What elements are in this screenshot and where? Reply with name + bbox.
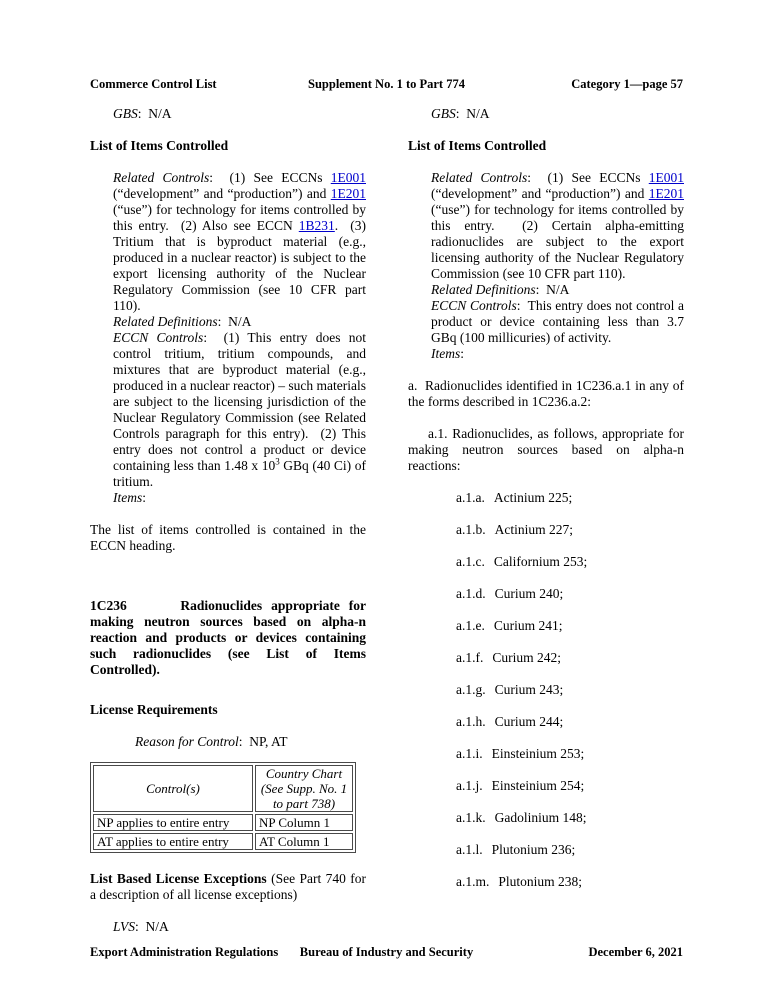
table-row xyxy=(93,814,353,831)
radionuclide-item xyxy=(456,746,684,762)
text-segment: (“development” and “production”) and xyxy=(431,186,649,201)
1e001-link[interactable]: 1E001 xyxy=(648,170,684,185)
items-label-left xyxy=(113,490,366,506)
items-label-right xyxy=(431,346,684,362)
text-segment: Items xyxy=(113,490,143,505)
radionuclide-item xyxy=(456,842,684,858)
text-segment: : N/A xyxy=(217,314,252,329)
related-definitions-paragraph-left xyxy=(113,314,366,330)
text-segment: : N/A xyxy=(455,106,490,121)
radionuclide-item xyxy=(456,650,684,666)
1e201-link[interactable]: 1E201 xyxy=(648,186,684,201)
gbs-line-right xyxy=(431,106,684,122)
text-segment: Related Definitions xyxy=(113,314,218,329)
page-footer xyxy=(90,944,683,960)
related-definitions-paragraph-right xyxy=(431,282,684,298)
item-number: a.1.g. xyxy=(456,682,486,697)
right-column xyxy=(408,106,684,906)
related-controls-paragraph-left xyxy=(113,170,366,314)
text-segment: : N/A xyxy=(535,282,570,297)
item-number: a.1.h. xyxy=(456,714,486,729)
license-requirements-heading: License Requirements xyxy=(90,702,218,717)
radionuclide-list xyxy=(408,490,684,890)
text-segment: : (1) See ECCNs xyxy=(527,170,649,185)
text-segment: . (3) Tritium that is byproduct material (e.g., produced in a nuclear reactor) is subject to the export licensing authority of the Nuclear Regulatory Commission (see 10 CFR part 110). xyxy=(113,218,366,313)
text-segment: LVS xyxy=(113,919,136,934)
control-cell: NP applies to entire entry xyxy=(93,814,253,831)
header-center: Supplement No. 1 to Part 774 xyxy=(308,77,465,91)
item-a1-paragraph: a.1. Radionuclides, as follows, appropriate for making neutron sources based on alpha-n reactions: xyxy=(408,426,684,473)
note-paragraph: The list of items controlled is contained in the ECCN heading. xyxy=(90,522,366,553)
radionuclide-item xyxy=(456,714,684,730)
item-name: Einsteinium 254; xyxy=(491,778,585,793)
related-controls-block-left xyxy=(113,170,366,506)
text-segment: (“development” and “production”) and xyxy=(113,186,331,201)
text-segment: : NP, AT xyxy=(238,734,288,749)
item-name: Actinium 227; xyxy=(494,522,573,537)
item-number: a.1.m. xyxy=(456,874,490,889)
radionuclide-item xyxy=(456,522,684,538)
radionuclide-item xyxy=(456,554,684,570)
item-number: a.1.i. xyxy=(456,746,483,761)
text-segment: : xyxy=(460,346,465,361)
eccn-controls-paragraph-left xyxy=(113,330,366,490)
text-segment: List Based License Exceptions xyxy=(90,871,267,886)
item-name: Einsteinium 253; xyxy=(491,746,585,761)
left-column xyxy=(90,106,366,935)
control-cell: AT applies to entire entry xyxy=(93,833,253,850)
chart-cell: NP Column 1 xyxy=(255,814,353,831)
item-name: Curium 243; xyxy=(494,682,564,697)
text-segment: ECCN Controls xyxy=(431,298,517,313)
text-segment: Reason for Control xyxy=(135,734,239,749)
text-segment: GBS xyxy=(431,106,456,121)
page-header xyxy=(90,76,683,92)
header-right: Category 1—page 57 xyxy=(571,77,683,91)
section-heading-right: List of Items Controlled xyxy=(408,138,547,153)
gbs-line-left xyxy=(113,106,366,122)
related-controls-block-right xyxy=(431,170,684,362)
item-name: Plutonium 236; xyxy=(491,842,576,857)
item-name: Plutonium 238; xyxy=(498,874,583,889)
item-name: Californium 253; xyxy=(493,554,588,569)
item-number: a.1.b. xyxy=(456,522,486,537)
text-segment: (“use”) for technology for items controlled by this entry. (2) Also see ECCN xyxy=(113,202,366,233)
item-name: Curium 240; xyxy=(494,586,564,601)
license-requirements-table xyxy=(90,762,356,853)
radionuclide-item xyxy=(456,490,684,506)
text-segment: : xyxy=(142,490,147,505)
item-number: a.1.f. xyxy=(456,650,484,665)
country-chart-column-header: Country Chart (See Supp. No. 1 to part 738) xyxy=(255,765,353,812)
section-heading-left: List of Items Controlled xyxy=(90,138,229,153)
text-segment: (See Part 740 for a description of all license exceptions) xyxy=(90,871,366,902)
text-segment: Related Controls xyxy=(431,170,528,185)
item-name: Gadolinium 148; xyxy=(494,810,587,825)
radionuclide-item xyxy=(456,778,684,794)
text-segment: : (1) This entry does not control tritium, tritium compounds, and mixtures that are byproduct material (e.g., produced in a nuclear reactor) – such materials are subject to the licensing jurisdiction of the Nuclear Regulatory Commission (see Related Controls paragraph for this entry). (2) This entry does not control a product or device containing less than 1.48 x 10 xyxy=(113,330,367,473)
header-left: Commerce Control List xyxy=(90,77,217,91)
radionuclide-item xyxy=(456,874,684,890)
reason-for-control-line xyxy=(135,734,366,750)
text-segment: Items xyxy=(431,346,461,361)
chart-cell: AT Column 1 xyxy=(255,833,353,850)
text-segment: : (1) See ECCNs xyxy=(209,170,331,185)
item-number: a.1.d. xyxy=(456,586,486,601)
item-number: a.1.k. xyxy=(456,810,486,825)
text-segment: GBq (40 Ci) of tritium. xyxy=(113,458,366,489)
item-name: Actinium 225; xyxy=(493,490,573,505)
1e001-link[interactable]: 1E001 xyxy=(330,170,366,185)
text-segment: Related Controls xyxy=(113,170,210,185)
table-header-row xyxy=(93,765,353,812)
eccn-1c236-heading: 1C236 Radionuclides appropriate for making neutron sources based on alpha-n reaction and products or devices containing such radionuclides (see List of Items Controlled). xyxy=(90,598,366,677)
controls-column-header: Control(s) xyxy=(93,765,253,812)
1b231-link[interactable]: 1B231 xyxy=(298,218,335,233)
footer-left: Export Administration Regulations xyxy=(90,945,279,959)
radionuclide-item xyxy=(456,810,684,826)
text-segment: (“use”) for technology for items controlled by this entry. (2) Certain alpha-emitting radionuclides are subject to the export licensing authority of the Nuclear Regulatory Commission (see 10 CFR part 110). xyxy=(431,202,684,281)
1e201-link[interactable]: 1E201 xyxy=(330,186,366,201)
item-name: Curium 242; xyxy=(492,650,562,665)
radionuclide-item xyxy=(456,682,684,698)
item-name: Curium 244; xyxy=(494,714,564,729)
text-segment: : This entry does not control a product or device containing less than 3.7 GBq (100 millicuries) of activity. xyxy=(431,298,684,345)
footer-center: Bureau of Industry and Security xyxy=(299,945,474,959)
item-number: a.1.a. xyxy=(456,490,485,505)
list-based-license-exceptions xyxy=(90,871,366,903)
item-number: a.1.c. xyxy=(456,554,485,569)
text-segment: : N/A xyxy=(135,919,169,934)
item-name: Curium 241; xyxy=(493,618,563,633)
item-number: a.1.l. xyxy=(456,842,483,857)
item-number: a.1.e. xyxy=(456,618,485,633)
text-segment: GBS xyxy=(113,106,138,121)
superscript: 3 xyxy=(275,456,280,467)
item-a-paragraph: a. Radionuclides identified in 1C236.a.1 in any of the forms described in 1C236.a.2: xyxy=(408,378,684,409)
text-segment: ECCN Controls xyxy=(113,330,204,345)
radionuclide-item xyxy=(456,618,684,634)
radionuclide-item xyxy=(456,586,684,602)
footer-right: December 6, 2021 xyxy=(588,945,683,959)
text-segment: : N/A xyxy=(137,106,172,121)
item-number: a.1.j. xyxy=(456,778,483,793)
text-segment: Related Definitions xyxy=(431,282,536,297)
table-row xyxy=(93,833,353,850)
related-controls-paragraph-right xyxy=(431,170,684,282)
eccn-controls-paragraph-right xyxy=(431,298,684,346)
lvs-line xyxy=(113,919,366,935)
